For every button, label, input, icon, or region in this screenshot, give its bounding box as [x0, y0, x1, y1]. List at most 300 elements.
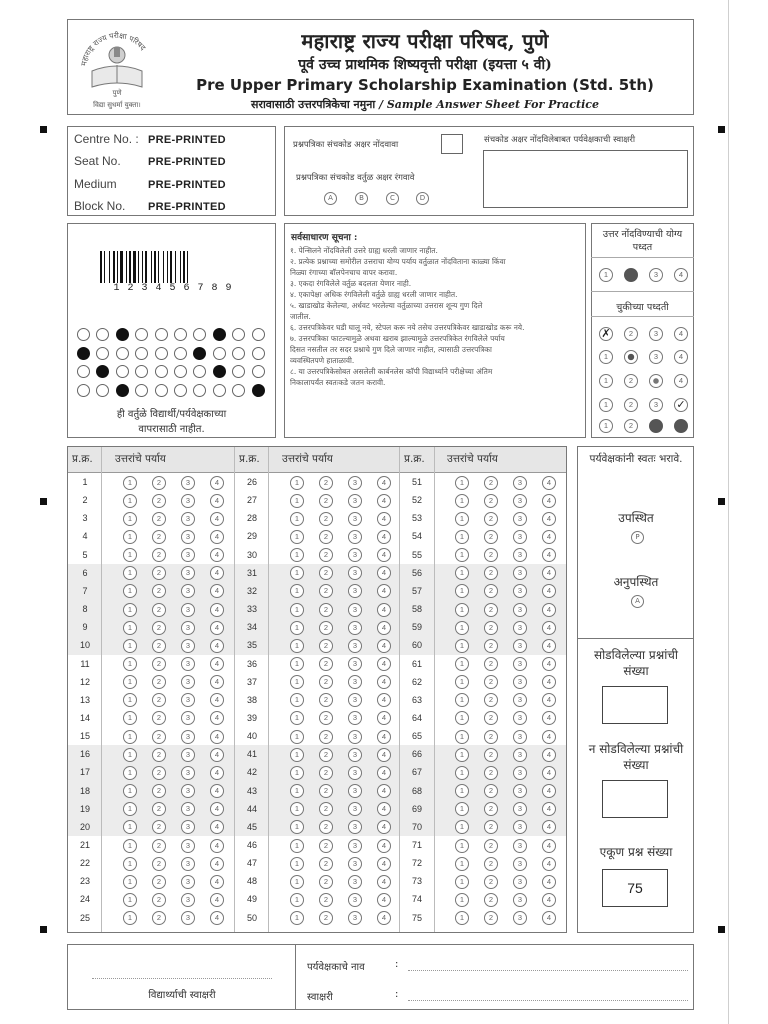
answer-option-bubble[interactable]: 3	[348, 584, 362, 598]
answer-option-bubble[interactable]: 4	[377, 512, 391, 526]
answer-option-bubble[interactable]: 1	[455, 675, 469, 689]
answer-option-bubble[interactable]: 3	[348, 603, 362, 617]
answer-option-bubble[interactable]: 1	[123, 566, 137, 580]
answer-option-bubble[interactable]: 4	[542, 675, 556, 689]
answer-option-bubble[interactable]: 3	[348, 675, 362, 689]
answer-option-bubble[interactable]: 1	[290, 566, 304, 580]
answer-option-bubble[interactable]: 4	[377, 548, 391, 562]
answer-option-bubble[interactable]: 2	[484, 875, 498, 889]
answer-option-bubble[interactable]: 2	[152, 766, 166, 780]
answer-option-bubble[interactable]: 4	[377, 530, 391, 544]
answer-option-bubble[interactable]: 1	[123, 711, 137, 725]
answer-option-bubble[interactable]: 2	[319, 675, 333, 689]
answer-option-bubble[interactable]: 4	[210, 911, 224, 925]
answer-option-bubble[interactable]: 2	[319, 839, 333, 853]
answer-option-bubble[interactable]: 3	[513, 675, 527, 689]
paper-code-write-box[interactable]	[441, 134, 463, 154]
answer-option-bubble[interactable]: 1	[123, 766, 137, 780]
answer-option-bubble[interactable]: 3	[513, 639, 527, 653]
answer-option-bubble[interactable]: 4	[542, 784, 556, 798]
answer-option-bubble[interactable]: 4	[542, 711, 556, 725]
answer-option-bubble[interactable]: 4	[542, 566, 556, 580]
answer-option-bubble[interactable]: 2	[319, 494, 333, 508]
answer-option-bubble[interactable]: 4	[210, 603, 224, 617]
answer-option-bubble[interactable]: 1	[290, 911, 304, 925]
answer-option-bubble[interactable]: 2	[319, 820, 333, 834]
answer-option-bubble[interactable]: 3	[348, 857, 362, 871]
supervisor-name-line[interactable]	[408, 970, 688, 971]
answer-option-bubble[interactable]: 4	[210, 748, 224, 762]
answer-option-bubble[interactable]: 4	[542, 639, 556, 653]
answer-option-bubble[interactable]: 4	[542, 820, 556, 834]
answer-option-bubble[interactable]: 1	[123, 584, 137, 598]
answer-option-bubble[interactable]: 4	[210, 893, 224, 907]
answer-option-bubble[interactable]: 1	[455, 621, 469, 635]
answer-option-bubble[interactable]: 1	[290, 766, 304, 780]
answer-option-bubble[interactable]: 4	[210, 711, 224, 725]
answer-option-bubble[interactable]: 2	[484, 839, 498, 853]
answer-option-bubble[interactable]: 3	[348, 766, 362, 780]
answer-option-bubble[interactable]: 3	[513, 875, 527, 889]
answer-option-bubble[interactable]: 4	[542, 530, 556, 544]
answer-option-bubble[interactable]: 4	[210, 657, 224, 671]
answer-option-bubble[interactable]: 2	[484, 730, 498, 744]
answer-option-bubble[interactable]: 1	[123, 893, 137, 907]
answer-option-bubble[interactable]: 3	[181, 603, 195, 617]
answer-option-bubble[interactable]: 2	[484, 820, 498, 834]
answer-option-bubble[interactable]: 4	[210, 839, 224, 853]
answer-option-bubble[interactable]: 4	[210, 730, 224, 744]
answer-option-bubble[interactable]: 2	[319, 875, 333, 889]
answer-option-bubble[interactable]: 1	[290, 675, 304, 689]
answer-option-bubble[interactable]: 3	[513, 784, 527, 798]
answer-option-bubble[interactable]: 1	[455, 784, 469, 798]
answer-option-bubble[interactable]: 2	[484, 494, 498, 508]
answer-option-bubble[interactable]: 2	[319, 693, 333, 707]
answer-option-bubble[interactable]: 2	[152, 784, 166, 798]
answer-option-bubble[interactable]: 1	[455, 476, 469, 490]
answer-option-bubble[interactable]: 4	[542, 857, 556, 871]
answer-option-bubble[interactable]: 2	[319, 730, 333, 744]
answer-option-bubble[interactable]: 1	[123, 802, 137, 816]
answer-option-bubble[interactable]: 4	[377, 476, 391, 490]
answer-option-bubble[interactable]: 2	[152, 911, 166, 925]
answer-option-bubble[interactable]: 2	[319, 711, 333, 725]
answer-option-bubble[interactable]: 1	[290, 603, 304, 617]
answer-option-bubble[interactable]: 2	[319, 639, 333, 653]
answer-option-bubble[interactable]: 3	[181, 820, 195, 834]
paper-code-option-b[interactable]: B	[355, 192, 368, 205]
answer-option-bubble[interactable]: 3	[513, 476, 527, 490]
answer-option-bubble[interactable]: 2	[319, 911, 333, 925]
answer-option-bubble[interactable]: 1	[290, 784, 304, 798]
answer-option-bubble[interactable]: 1	[455, 566, 469, 580]
answer-option-bubble[interactable]: 2	[152, 566, 166, 580]
answer-option-bubble[interactable]: 4	[210, 476, 224, 490]
paper-code-option-a[interactable]: A	[324, 192, 337, 205]
answer-option-bubble[interactable]: 2	[484, 639, 498, 653]
answer-option-bubble[interactable]: 3	[513, 857, 527, 871]
answer-option-bubble[interactable]: 4	[542, 730, 556, 744]
answer-option-bubble[interactable]: 3	[181, 512, 195, 526]
answer-option-bubble[interactable]: 2	[319, 657, 333, 671]
answer-option-bubble[interactable]: 3	[181, 657, 195, 671]
answer-option-bubble[interactable]: 2	[319, 748, 333, 762]
answer-option-bubble[interactable]: 1	[123, 693, 137, 707]
answer-option-bubble[interactable]: 2	[152, 730, 166, 744]
answer-option-bubble[interactable]: 4	[542, 693, 556, 707]
answer-option-bubble[interactable]: 4	[377, 911, 391, 925]
answer-option-bubble[interactable]: 3	[181, 784, 195, 798]
answer-option-bubble[interactable]: 2	[319, 857, 333, 871]
answer-option-bubble[interactable]: 4	[542, 494, 556, 508]
answer-option-bubble[interactable]: 2	[152, 584, 166, 598]
answer-option-bubble[interactable]: 2	[484, 911, 498, 925]
answer-option-bubble[interactable]: 4	[377, 839, 391, 853]
answer-option-bubble[interactable]: 1	[123, 730, 137, 744]
answer-option-bubble[interactable]: 1	[455, 730, 469, 744]
answer-option-bubble[interactable]: 4	[542, 603, 556, 617]
answer-option-bubble[interactable]: 1	[290, 893, 304, 907]
answer-option-bubble[interactable]: 3	[181, 639, 195, 653]
answer-option-bubble[interactable]: 3	[181, 893, 195, 907]
answer-option-bubble[interactable]: 3	[181, 548, 195, 562]
answer-option-bubble[interactable]: 1	[455, 875, 469, 889]
answer-option-bubble[interactable]: 3	[348, 802, 362, 816]
answer-option-bubble[interactable]: 4	[377, 730, 391, 744]
answer-option-bubble[interactable]: 2	[152, 857, 166, 871]
answer-option-bubble[interactable]: 2	[152, 530, 166, 544]
answer-option-bubble[interactable]: 1	[455, 766, 469, 780]
answer-option-bubble[interactable]: 2	[319, 621, 333, 635]
answer-option-bubble[interactable]: 1	[290, 730, 304, 744]
answer-option-bubble[interactable]: 1	[290, 639, 304, 653]
answer-option-bubble[interactable]: 3	[348, 494, 362, 508]
answer-option-bubble[interactable]: 2	[152, 476, 166, 490]
answer-option-bubble[interactable]: 1	[455, 748, 469, 762]
answer-option-bubble[interactable]: 3	[181, 730, 195, 744]
answer-option-bubble[interactable]: 4	[210, 621, 224, 635]
answer-option-bubble[interactable]: 3	[348, 476, 362, 490]
answer-option-bubble[interactable]: 3	[513, 839, 527, 853]
answer-option-bubble[interactable]: 2	[319, 802, 333, 816]
answer-option-bubble[interactable]: 1	[290, 621, 304, 635]
answer-option-bubble[interactable]: 4	[210, 548, 224, 562]
answer-option-bubble[interactable]: 3	[513, 584, 527, 598]
answer-option-bubble[interactable]: 3	[348, 820, 362, 834]
answer-option-bubble[interactable]: 1	[455, 584, 469, 598]
answer-option-bubble[interactable]: 4	[210, 639, 224, 653]
answer-option-bubble[interactable]: 1	[123, 839, 137, 853]
answer-option-bubble[interactable]: 1	[455, 839, 469, 853]
answer-option-bubble[interactable]: 3	[181, 476, 195, 490]
answer-option-bubble[interactable]: 3	[513, 893, 527, 907]
answer-option-bubble[interactable]: 1	[290, 839, 304, 853]
answer-option-bubble[interactable]: 1	[123, 476, 137, 490]
answer-option-bubble[interactable]: 2	[152, 657, 166, 671]
answer-option-bubble[interactable]: 1	[455, 857, 469, 871]
answer-option-bubble[interactable]: 3	[513, 802, 527, 816]
answer-option-bubble[interactable]: 4	[210, 820, 224, 834]
answer-option-bubble[interactable]: 2	[319, 893, 333, 907]
answer-option-bubble[interactable]: 3	[513, 566, 527, 580]
answer-option-bubble[interactable]: 2	[152, 675, 166, 689]
answer-option-bubble[interactable]: 4	[210, 675, 224, 689]
answer-option-bubble[interactable]: 1	[290, 711, 304, 725]
absent-bubble[interactable]: A	[631, 595, 644, 608]
answer-option-bubble[interactable]: 2	[319, 566, 333, 580]
answer-option-bubble[interactable]: 4	[210, 566, 224, 580]
answer-option-bubble[interactable]: 3	[348, 530, 362, 544]
supervisor-sign-box[interactable]	[483, 150, 688, 208]
answer-option-bubble[interactable]: 3	[181, 839, 195, 853]
answer-option-bubble[interactable]: 2	[484, 530, 498, 544]
answer-option-bubble[interactable]: 1	[455, 802, 469, 816]
answer-option-bubble[interactable]: 4	[542, 875, 556, 889]
answer-option-bubble[interactable]: 4	[210, 802, 224, 816]
answer-option-bubble[interactable]: 3	[513, 766, 527, 780]
answer-option-bubble[interactable]: 3	[513, 530, 527, 544]
answer-option-bubble[interactable]: 4	[210, 875, 224, 889]
answer-option-bubble[interactable]: 3	[513, 512, 527, 526]
answer-option-bubble[interactable]: 2	[319, 766, 333, 780]
answer-option-bubble[interactable]: 2	[152, 548, 166, 562]
answer-option-bubble[interactable]: 3	[513, 711, 527, 725]
answer-option-bubble[interactable]: 4	[377, 675, 391, 689]
answer-option-bubble[interactable]: 1	[123, 748, 137, 762]
answer-option-bubble[interactable]: 2	[319, 784, 333, 798]
unsolved-count-input[interactable]	[602, 780, 668, 818]
answer-option-bubble[interactable]: 3	[348, 839, 362, 853]
answer-option-bubble[interactable]: 2	[484, 621, 498, 635]
answer-option-bubble[interactable]: 4	[210, 857, 224, 871]
answer-option-bubble[interactable]: 3	[348, 693, 362, 707]
answer-option-bubble[interactable]: 4	[210, 766, 224, 780]
answer-option-bubble[interactable]: 2	[484, 675, 498, 689]
answer-option-bubble[interactable]: 1	[123, 657, 137, 671]
answer-option-bubble[interactable]: 1	[455, 693, 469, 707]
answer-option-bubble[interactable]: 1	[123, 639, 137, 653]
answer-option-bubble[interactable]: 2	[319, 603, 333, 617]
answer-option-bubble[interactable]: 4	[542, 621, 556, 635]
answer-option-bubble[interactable]: 2	[152, 512, 166, 526]
answer-option-bubble[interactable]: 1	[123, 875, 137, 889]
answer-option-bubble[interactable]: 1	[123, 548, 137, 562]
answer-option-bubble[interactable]: 4	[377, 621, 391, 635]
answer-option-bubble[interactable]: 2	[484, 893, 498, 907]
answer-option-bubble[interactable]: 1	[123, 675, 137, 689]
answer-option-bubble[interactable]: 2	[484, 748, 498, 762]
answer-option-bubble[interactable]: 1	[290, 657, 304, 671]
answer-option-bubble[interactable]: 1	[455, 820, 469, 834]
answer-option-bubble[interactable]: 2	[484, 512, 498, 526]
answer-option-bubble[interactable]: 4	[210, 494, 224, 508]
answer-option-bubble[interactable]: 4	[377, 766, 391, 780]
answer-option-bubble[interactable]: 3	[513, 730, 527, 744]
answer-option-bubble[interactable]: 1	[123, 621, 137, 635]
answer-option-bubble[interactable]: 3	[513, 548, 527, 562]
answer-option-bubble[interactable]: 1	[290, 875, 304, 889]
answer-option-bubble[interactable]: 1	[290, 857, 304, 871]
answer-option-bubble[interactable]: 2	[152, 711, 166, 725]
answer-option-bubble[interactable]: 3	[348, 566, 362, 580]
answer-option-bubble[interactable]: 1	[290, 530, 304, 544]
answer-option-bubble[interactable]: 2	[152, 639, 166, 653]
answer-option-bubble[interactable]: 4	[542, 748, 556, 762]
answer-option-bubble[interactable]: 3	[181, 584, 195, 598]
answer-option-bubble[interactable]: 3	[348, 893, 362, 907]
present-bubble[interactable]: P	[631, 531, 644, 544]
answer-option-bubble[interactable]: 1	[290, 512, 304, 526]
answer-option-bubble[interactable]: 4	[377, 494, 391, 508]
answer-option-bubble[interactable]: 1	[123, 512, 137, 526]
answer-option-bubble[interactable]: 3	[181, 530, 195, 544]
answer-option-bubble[interactable]: 1	[455, 494, 469, 508]
answer-option-bubble[interactable]: 2	[319, 548, 333, 562]
answer-option-bubble[interactable]: 3	[181, 766, 195, 780]
answer-option-bubble[interactable]: 2	[152, 693, 166, 707]
answer-option-bubble[interactable]: 1	[455, 657, 469, 671]
answer-option-bubble[interactable]: 3	[181, 711, 195, 725]
answer-option-bubble[interactable]: 2	[484, 784, 498, 798]
answer-option-bubble[interactable]: 1	[123, 784, 137, 798]
answer-option-bubble[interactable]: 1	[455, 639, 469, 653]
answer-option-bubble[interactable]: 1	[455, 893, 469, 907]
answer-option-bubble[interactable]: 4	[377, 584, 391, 598]
answer-option-bubble[interactable]: 1	[123, 857, 137, 871]
answer-option-bubble[interactable]: 3	[181, 802, 195, 816]
answer-option-bubble[interactable]: 2	[484, 548, 498, 562]
answer-option-bubble[interactable]: 3	[181, 566, 195, 580]
answer-option-bubble[interactable]: 2	[152, 603, 166, 617]
answer-option-bubble[interactable]: 4	[377, 820, 391, 834]
answer-option-bubble[interactable]: 3	[513, 911, 527, 925]
answer-option-bubble[interactable]: 2	[484, 603, 498, 617]
answer-option-bubble[interactable]: 4	[377, 802, 391, 816]
answer-option-bubble[interactable]: 4	[210, 512, 224, 526]
answer-option-bubble[interactable]: 3	[348, 657, 362, 671]
answer-option-bubble[interactable]: 2	[152, 748, 166, 762]
answer-option-bubble[interactable]: 2	[484, 693, 498, 707]
answer-option-bubble[interactable]: 2	[152, 621, 166, 635]
answer-option-bubble[interactable]: 4	[542, 476, 556, 490]
answer-option-bubble[interactable]: 3	[181, 621, 195, 635]
answer-option-bubble[interactable]: 3	[348, 784, 362, 798]
answer-option-bubble[interactable]: 4	[377, 711, 391, 725]
answer-option-bubble[interactable]: 3	[181, 693, 195, 707]
answer-option-bubble[interactable]: 3	[348, 911, 362, 925]
student-sign-line[interactable]	[92, 978, 272, 979]
solved-count-input[interactable]	[602, 686, 668, 724]
answer-option-bubble[interactable]: 4	[542, 802, 556, 816]
answer-option-bubble[interactable]: 3	[181, 494, 195, 508]
answer-option-bubble[interactable]: 4	[542, 657, 556, 671]
answer-option-bubble[interactable]: 1	[455, 711, 469, 725]
answer-option-bubble[interactable]: 3	[181, 875, 195, 889]
answer-option-bubble[interactable]: 4	[377, 603, 391, 617]
answer-option-bubble[interactable]: 4	[377, 657, 391, 671]
answer-option-bubble[interactable]: 1	[290, 584, 304, 598]
answer-option-bubble[interactable]: 4	[210, 530, 224, 544]
answer-option-bubble[interactable]: 2	[484, 711, 498, 725]
answer-option-bubble[interactable]: 1	[123, 820, 137, 834]
answer-option-bubble[interactable]: 4	[377, 875, 391, 889]
answer-option-bubble[interactable]: 2	[152, 494, 166, 508]
answer-option-bubble[interactable]: 3	[348, 748, 362, 762]
answer-option-bubble[interactable]: 2	[152, 893, 166, 907]
paper-code-option-d[interactable]: D	[416, 192, 429, 205]
answer-option-bubble[interactable]: 4	[377, 784, 391, 798]
answer-option-bubble[interactable]: 4	[377, 748, 391, 762]
answer-option-bubble[interactable]: 1	[455, 911, 469, 925]
answer-option-bubble[interactable]: 1	[290, 494, 304, 508]
answer-option-bubble[interactable]: 3	[181, 857, 195, 871]
answer-option-bubble[interactable]: 3	[348, 711, 362, 725]
answer-option-bubble[interactable]: 3	[513, 494, 527, 508]
answer-option-bubble[interactable]: 1	[290, 476, 304, 490]
answer-option-bubble[interactable]: 2	[319, 476, 333, 490]
answer-option-bubble[interactable]: 2	[319, 512, 333, 526]
answer-option-bubble[interactable]: 3	[513, 603, 527, 617]
answer-option-bubble[interactable]: 1	[123, 911, 137, 925]
answer-option-bubble[interactable]: 4	[542, 512, 556, 526]
answer-option-bubble[interactable]: 4	[377, 893, 391, 907]
answer-option-bubble[interactable]: 1	[123, 530, 137, 544]
answer-option-bubble[interactable]: 3	[181, 748, 195, 762]
answer-option-bubble[interactable]: 2	[484, 476, 498, 490]
answer-option-bubble[interactable]: 4	[377, 566, 391, 580]
supervisor-signature-line[interactable]	[408, 1000, 688, 1001]
answer-option-bubble[interactable]: 1	[290, 693, 304, 707]
answer-option-bubble[interactable]: 3	[348, 548, 362, 562]
answer-option-bubble[interactable]: 2	[484, 802, 498, 816]
answer-option-bubble[interactable]: 2	[152, 802, 166, 816]
answer-option-bubble[interactable]: 2	[484, 657, 498, 671]
answer-option-bubble[interactable]: 3	[348, 875, 362, 889]
answer-option-bubble[interactable]: 3	[181, 675, 195, 689]
answer-option-bubble[interactable]: 1	[290, 548, 304, 562]
answer-option-bubble[interactable]: 2	[484, 566, 498, 580]
answer-option-bubble[interactable]: 4	[542, 766, 556, 780]
answer-option-bubble[interactable]: 4	[377, 693, 391, 707]
answer-option-bubble[interactable]: 4	[210, 784, 224, 798]
answer-option-bubble[interactable]: 2	[484, 584, 498, 598]
answer-option-bubble[interactable]: 1	[455, 603, 469, 617]
answer-option-bubble[interactable]: 3	[348, 621, 362, 635]
answer-option-bubble[interactable]: 4	[542, 911, 556, 925]
answer-option-bubble[interactable]: 3	[513, 621, 527, 635]
answer-option-bubble[interactable]: 3	[513, 748, 527, 762]
answer-option-bubble[interactable]: 2	[152, 875, 166, 889]
answer-option-bubble[interactable]: 2	[152, 839, 166, 853]
answer-option-bubble[interactable]: 3	[348, 639, 362, 653]
answer-option-bubble[interactable]: 2	[319, 584, 333, 598]
answer-option-bubble[interactable]: 1	[123, 603, 137, 617]
answer-option-bubble[interactable]: 1	[290, 802, 304, 816]
answer-option-bubble[interactable]: 3	[513, 693, 527, 707]
answer-option-bubble[interactable]: 1	[455, 512, 469, 526]
answer-option-bubble[interactable]: 4	[210, 584, 224, 598]
answer-option-bubble[interactable]: 2	[319, 530, 333, 544]
answer-option-bubble[interactable]: 4	[542, 548, 556, 562]
answer-option-bubble[interactable]: 4	[542, 584, 556, 598]
answer-option-bubble[interactable]: 1	[290, 820, 304, 834]
answer-option-bubble[interactable]: 3	[348, 512, 362, 526]
answer-option-bubble[interactable]: 2	[484, 766, 498, 780]
answer-option-bubble[interactable]: 4	[210, 693, 224, 707]
answer-option-bubble[interactable]: 2	[152, 820, 166, 834]
answer-option-bubble[interactable]: 3	[513, 820, 527, 834]
